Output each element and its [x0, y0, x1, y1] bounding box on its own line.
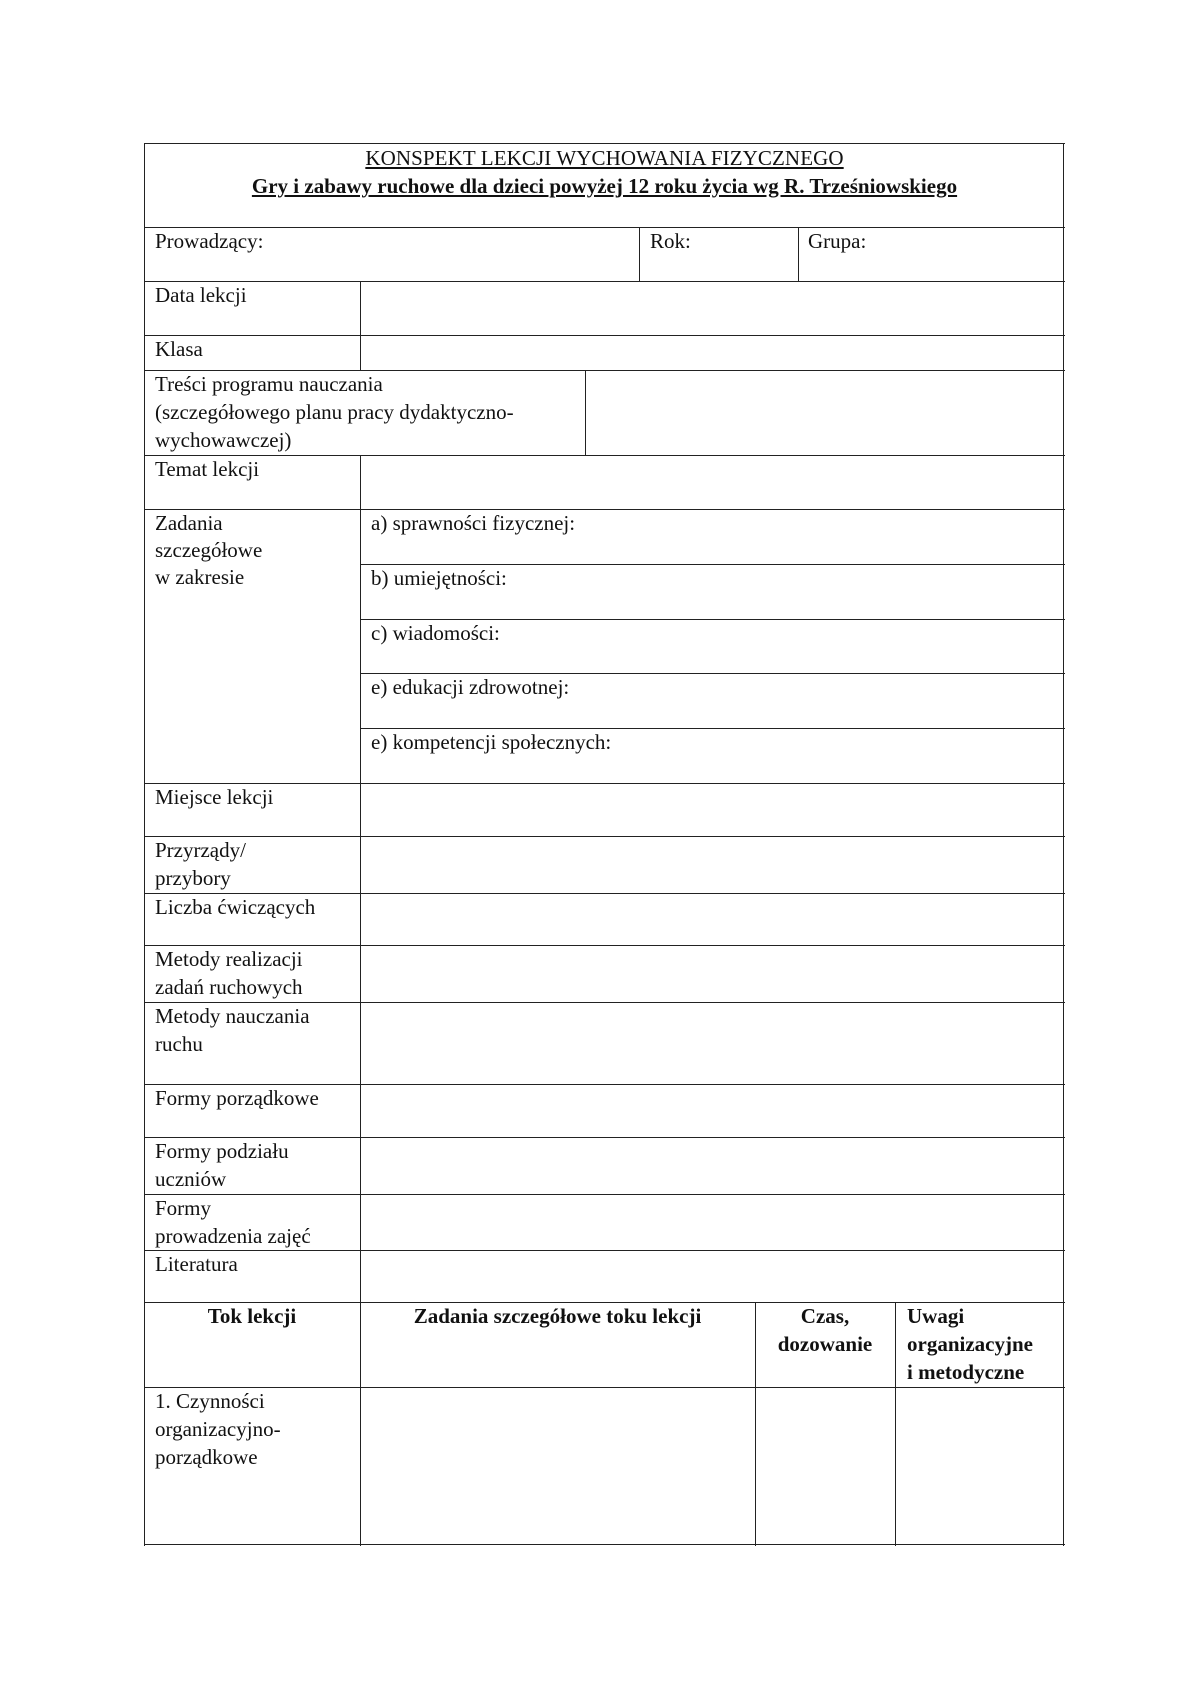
col-header-czas-line2: dozowanie	[777, 1332, 873, 1356]
lesson-date-label: Data lekcji	[155, 283, 247, 307]
border-right	[1063, 143, 1064, 1546]
col-header-zadania: Zadania szczegółowe toku lekcji	[413, 1304, 702, 1328]
hline	[144, 836, 1065, 837]
hline	[144, 281, 1065, 282]
hline	[144, 509, 1065, 510]
border-left	[144, 143, 145, 1546]
methods-realization-line2: zadań ruchowych	[155, 975, 303, 999]
vline-label	[360, 281, 361, 370]
tasks-label-line2: szczegółowe	[155, 538, 263, 562]
hline	[144, 455, 1065, 456]
tok-row1-line3: porządkowe	[155, 1445, 258, 1469]
tok-row1-line2: organizacyjno-	[155, 1417, 281, 1441]
hline	[144, 335, 1065, 336]
teaching-methods-line2: ruchu	[155, 1032, 203, 1056]
task-skills: b) umiejętności:	[371, 566, 507, 590]
participants-count-label: Liczba ćwiczących	[155, 895, 316, 919]
teaching-methods-line1: Metody nauczania	[155, 1004, 310, 1028]
equipment-label-line1: Przyrządy/	[155, 838, 246, 862]
task-knowledge: c) wiadomości:	[371, 621, 500, 645]
hline	[144, 1194, 1065, 1195]
hline	[144, 1250, 1065, 1251]
col-header-uwagi-line2: organizacyjne	[907, 1332, 1033, 1356]
hline	[144, 227, 1065, 228]
col-header-uwagi-line1: Uwagi	[907, 1304, 965, 1328]
vline-uwagi	[895, 1302, 896, 1546]
conduct-forms-line2: prowadzenia zajęć	[155, 1224, 311, 1248]
year-label: Rok:	[650, 229, 691, 253]
hline	[144, 143, 1065, 144]
col-header-tok: Tok lekcji	[207, 1304, 297, 1328]
lesson-place-label: Miejsce lekcji	[155, 785, 274, 809]
vline-grupa	[798, 227, 799, 281]
tok-row1-line1: 1. Czynności	[155, 1389, 265, 1413]
col-header-czas-line1: Czas,	[800, 1304, 850, 1328]
vline-rok	[639, 227, 640, 281]
conduct-forms-line1: Formy	[155, 1196, 212, 1220]
division-forms-line1: Formy podziału	[155, 1139, 289, 1163]
lesson-topic-label: Temat lekcji	[155, 457, 260, 481]
form-subtitle: Gry i zabawy ruchowe dla dzieci powyżej 12 roku życia wg R. Trześniowskiego	[251, 174, 958, 198]
tasks-label-line1: Zadania	[155, 511, 223, 535]
division-forms-line2: uczniów	[155, 1167, 227, 1191]
vline-label	[360, 455, 361, 1546]
hline	[144, 1544, 1065, 1545]
task-physical-fitness: a) sprawności fizycznej:	[371, 511, 576, 535]
class-label: Klasa	[155, 337, 203, 361]
literature-label: Literatura	[155, 1252, 238, 1276]
teacher-label: Prowadzący:	[155, 229, 264, 253]
col-header-uwagi-line3: i metodyczne	[907, 1360, 1025, 1384]
curriculum-label-line2: (szczegółowego planu pracy dydaktyczno-	[155, 400, 514, 424]
order-forms-label: Formy porządkowe	[155, 1086, 319, 1110]
equipment-label-line2: przybory	[155, 866, 231, 890]
group-label: Grupa:	[808, 229, 867, 253]
hline	[144, 1387, 1065, 1388]
curriculum-label-line1: Treści programu nauczania	[155, 372, 383, 396]
hline	[144, 783, 1065, 784]
vline-tresci	[585, 370, 586, 455]
task-social-competence: e) kompetencji społecznych:	[371, 730, 612, 754]
methods-realization-line1: Metody realizacji	[155, 947, 303, 971]
tasks-label-line3: w zakresie	[155, 565, 245, 589]
curriculum-label-line3: wychowawczej)	[155, 428, 292, 452]
form-title: KONSPEKT LEKCJI WYCHOWANIA FIZYCZNEGO	[365, 146, 844, 170]
task-health-education: e) edukacji zdrowotnej:	[371, 675, 570, 699]
